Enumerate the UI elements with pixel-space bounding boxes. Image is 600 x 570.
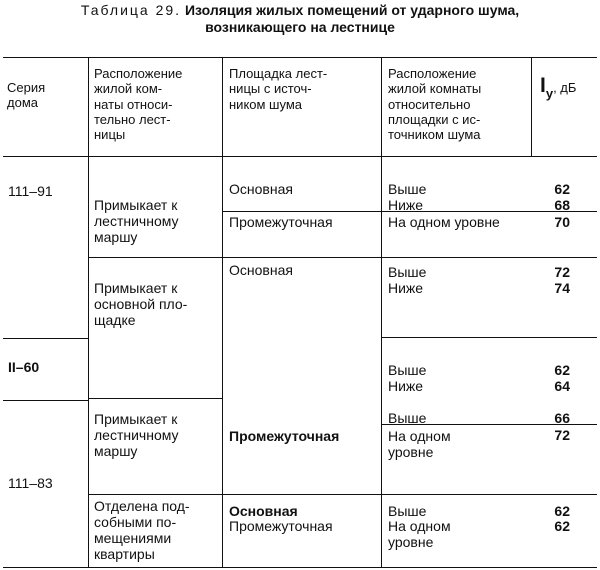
table-caption-line1 <box>0 2 600 18</box>
relative-2: Ниже <box>388 197 424 213</box>
value-62-b: 62 <box>554 362 570 378</box>
header-impact-noise-index: Iу, дБ <box>540 74 577 101</box>
table-caption-line2: возникающего на лестнице <box>205 19 395 35</box>
room-location-4: Отделена под- собными по- мещениями квартиры <box>94 498 190 562</box>
row-rule-landing-2 <box>222 257 597 258</box>
relative-5: Ниже <box>388 280 424 296</box>
landing-5: Основная <box>229 503 298 519</box>
landing-6: Промежуточная <box>229 518 333 534</box>
landing-4: Промежуточная <box>229 428 340 444</box>
column-divider-2 <box>222 57 223 568</box>
relative-9: На одном уровне <box>388 428 451 460</box>
row-rule-series-2 <box>3 400 88 401</box>
relative-11: На одном уровне <box>388 518 451 550</box>
value-72-b: 72 <box>554 427 570 443</box>
column-divider-4 <box>531 57 532 157</box>
relative-6: Выше <box>388 362 427 378</box>
table-caption-title: Изоляция жилых помещений от ударного шума, <box>184 2 520 18</box>
relative-1: Выше <box>388 181 427 197</box>
header-bottom-rule <box>3 156 597 157</box>
table-bottom-rule <box>3 567 597 568</box>
value-70: 70 <box>554 214 570 230</box>
column-divider-1 <box>88 57 89 568</box>
header-room-relative: Расположение жилой комнаты относительно площадки с ис- точником шума <box>388 66 482 143</box>
header-room-location: Расположение жилой ком- наты относи- тельно лест- ницы <box>94 66 183 143</box>
row-rule-relative-1 <box>381 337 597 338</box>
relative-10: Выше <box>388 503 427 519</box>
value-64: 64 <box>554 378 570 394</box>
column-divider-3 <box>381 57 382 568</box>
value-74: 74 <box>554 280 570 296</box>
room-location-1: Примыкает к лестничному маршу <box>94 197 179 245</box>
table-number: Таблица 29. <box>80 2 182 18</box>
row-rule-location-1 <box>88 257 222 258</box>
header-landing: Площадка лест- ницы с источ- ником шума <box>229 66 328 112</box>
value-62-c: 62 <box>554 503 570 519</box>
series-111-91: 111–91 <box>8 183 53 199</box>
row-rule-landing-3 <box>222 494 597 495</box>
room-location-2: Примыкает к основной пло- щадке <box>94 280 188 328</box>
relative-7: Ниже <box>388 378 424 394</box>
landing-3: Основная <box>229 262 293 278</box>
value-62-d: 62 <box>554 518 570 534</box>
header-series: Серия дома <box>7 80 46 111</box>
relative-3: На одном уровне <box>388 214 500 230</box>
row-rule-location-3 <box>88 494 222 495</box>
relative-8: Выше <box>388 410 427 426</box>
value-72-a: 72 <box>554 264 570 280</box>
value-68: 68 <box>554 197 570 213</box>
series-ii-60: II–60 <box>8 359 40 375</box>
row-rule-location-2 <box>88 398 222 399</box>
table-top-rule <box>3 57 597 58</box>
value-66: 66 <box>554 410 570 426</box>
series-111-83: 111–83 <box>8 475 53 491</box>
row-rule-series-1 <box>3 338 88 339</box>
value-62-a: 62 <box>554 181 570 197</box>
landing-1: Основная <box>229 181 293 197</box>
landing-2: Промежуточная <box>229 214 333 230</box>
room-location-3: Примыкает к лестничному маршу <box>94 411 179 459</box>
relative-4: Выше <box>388 264 427 280</box>
